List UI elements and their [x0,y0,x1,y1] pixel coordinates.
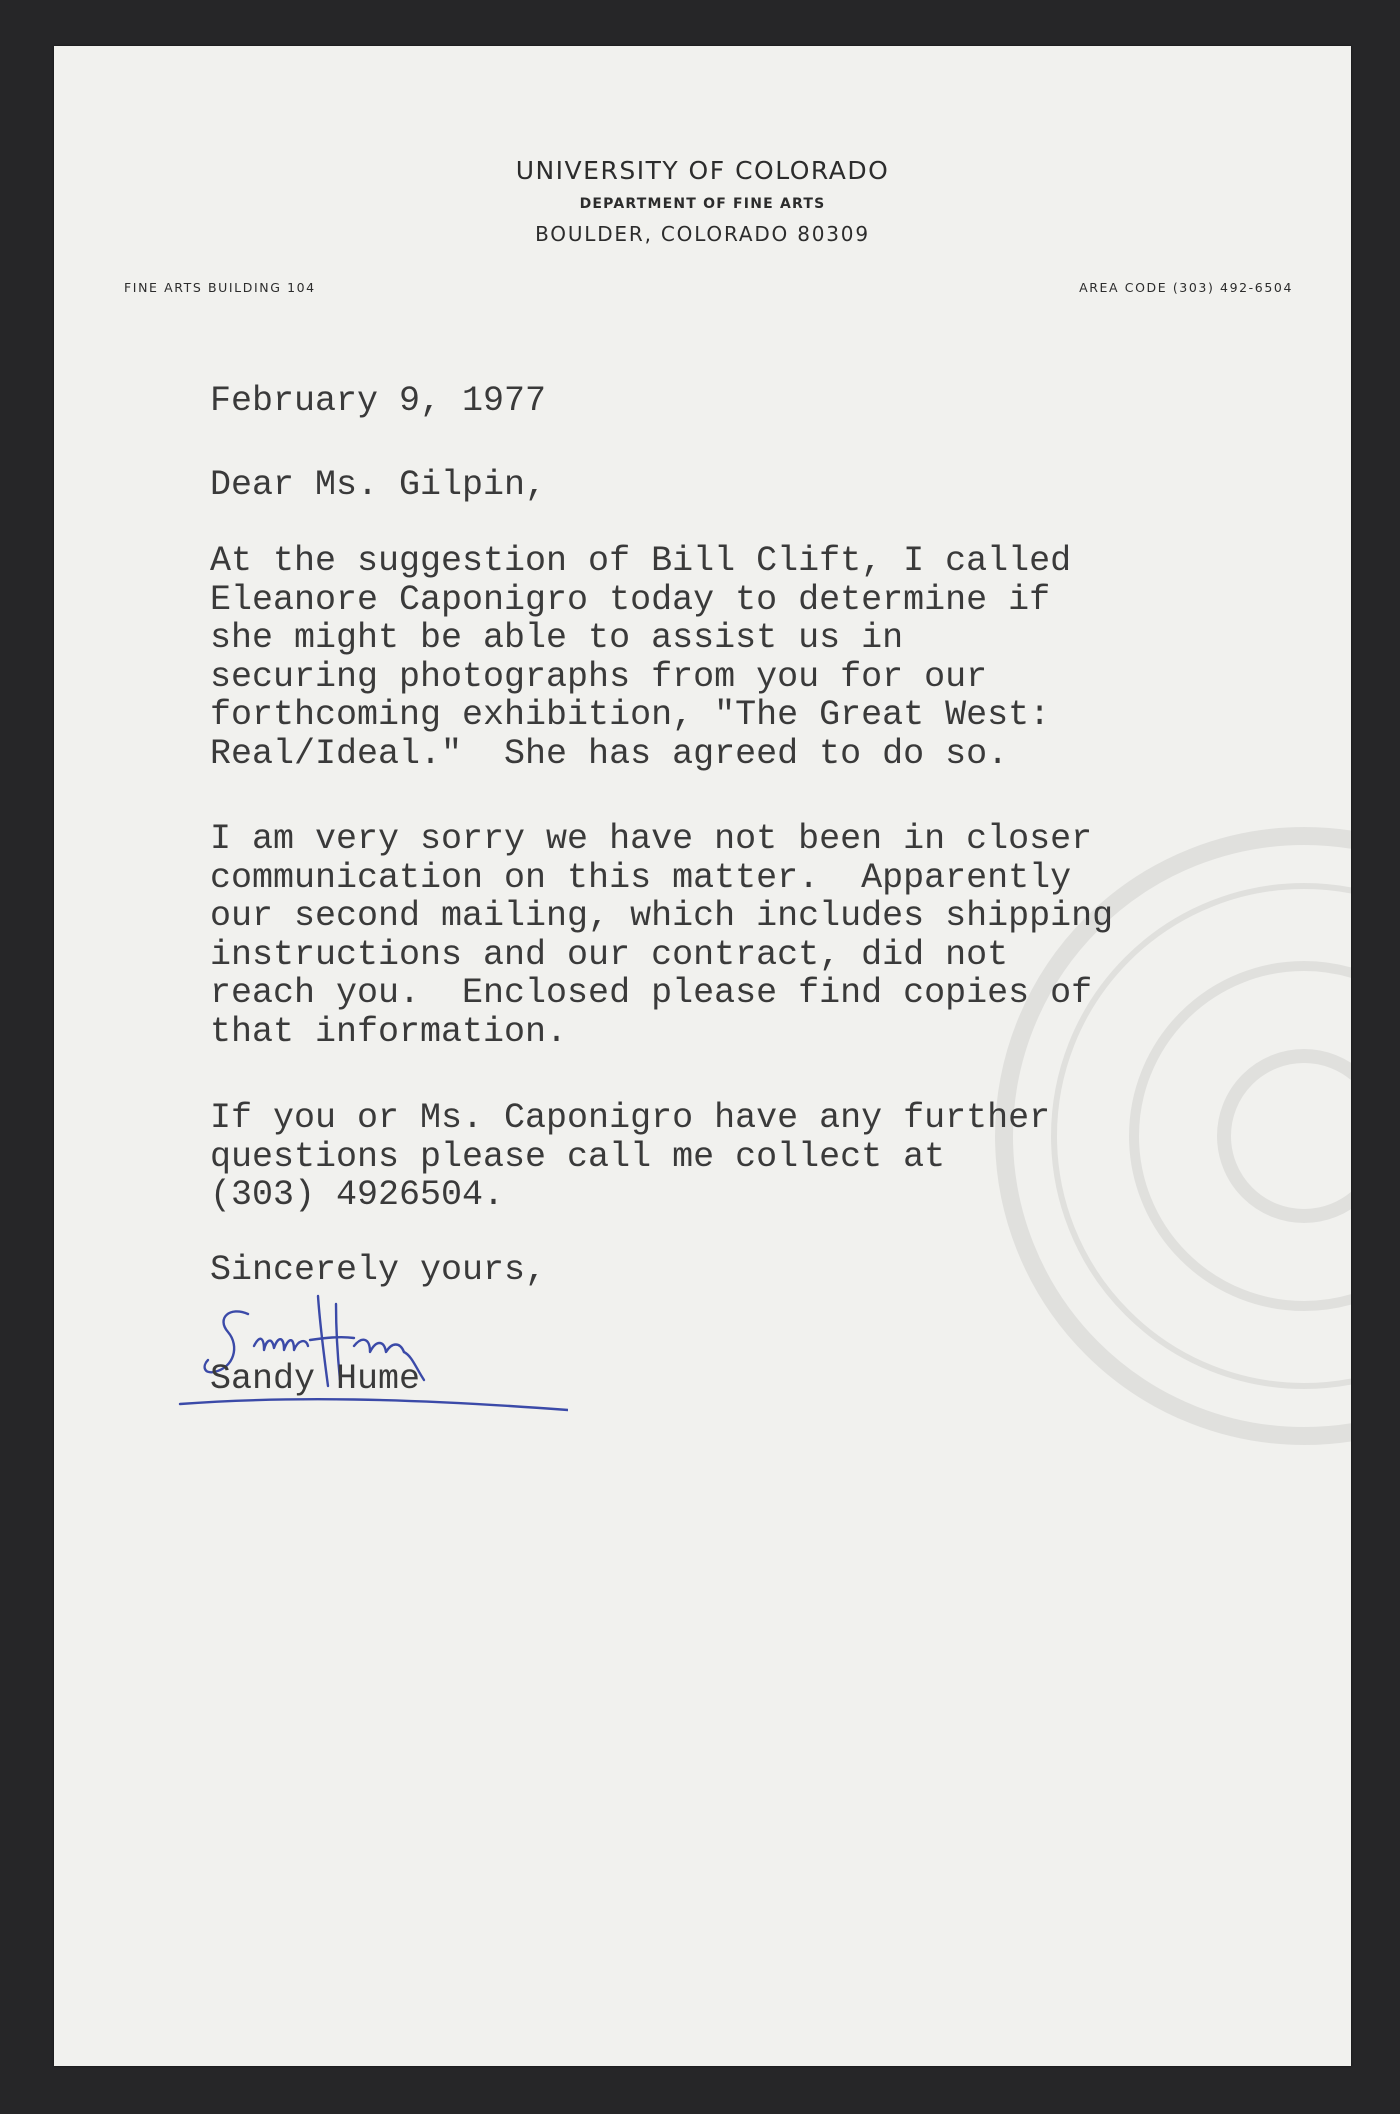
letter-salutation: Dear Ms. Gilpin, [210,465,547,505]
letter-date: February 9, 1977 [210,381,547,421]
letter-paragraph-3: If you or Ms. Caponigro have any further questions please call me collect at (303) 4926504. [210,1098,1051,1215]
letterhead-department: DEPARTMENT OF FINE ARTS [579,196,826,212]
letter-closing: Sincerely yours, [210,1250,547,1290]
letter-page [54,46,1351,2066]
letterhead-city: BOULDER, COLORADO 80309 [535,222,870,246]
letterhead-institution: UNIVERSITY OF COLORADO [515,156,890,185]
letterhead-phone: AREA CODE (303) 492-6504 [1079,280,1293,295]
letterhead-building: FINE ARTS BUILDING 104 [124,280,316,295]
letter-paragraph-1: At the suggestion of Bill Clift, I called Eleanore Caponigro today to determine if she might be able to assist us in securing photographs from you for our forthcoming exhibition, "The Great West: Real/Ideal." She has agreed to do so. [210,541,1072,774]
letter-typed-name: Sandy Hume [210,1359,421,1399]
letter-paragraph-2: I am very sorry we have not been in closer communication on this matter. Apparently our second mailing, which includes shipping instructions and our contract, did not reach you. Enclosed please find copies of that information. [210,819,1114,1052]
